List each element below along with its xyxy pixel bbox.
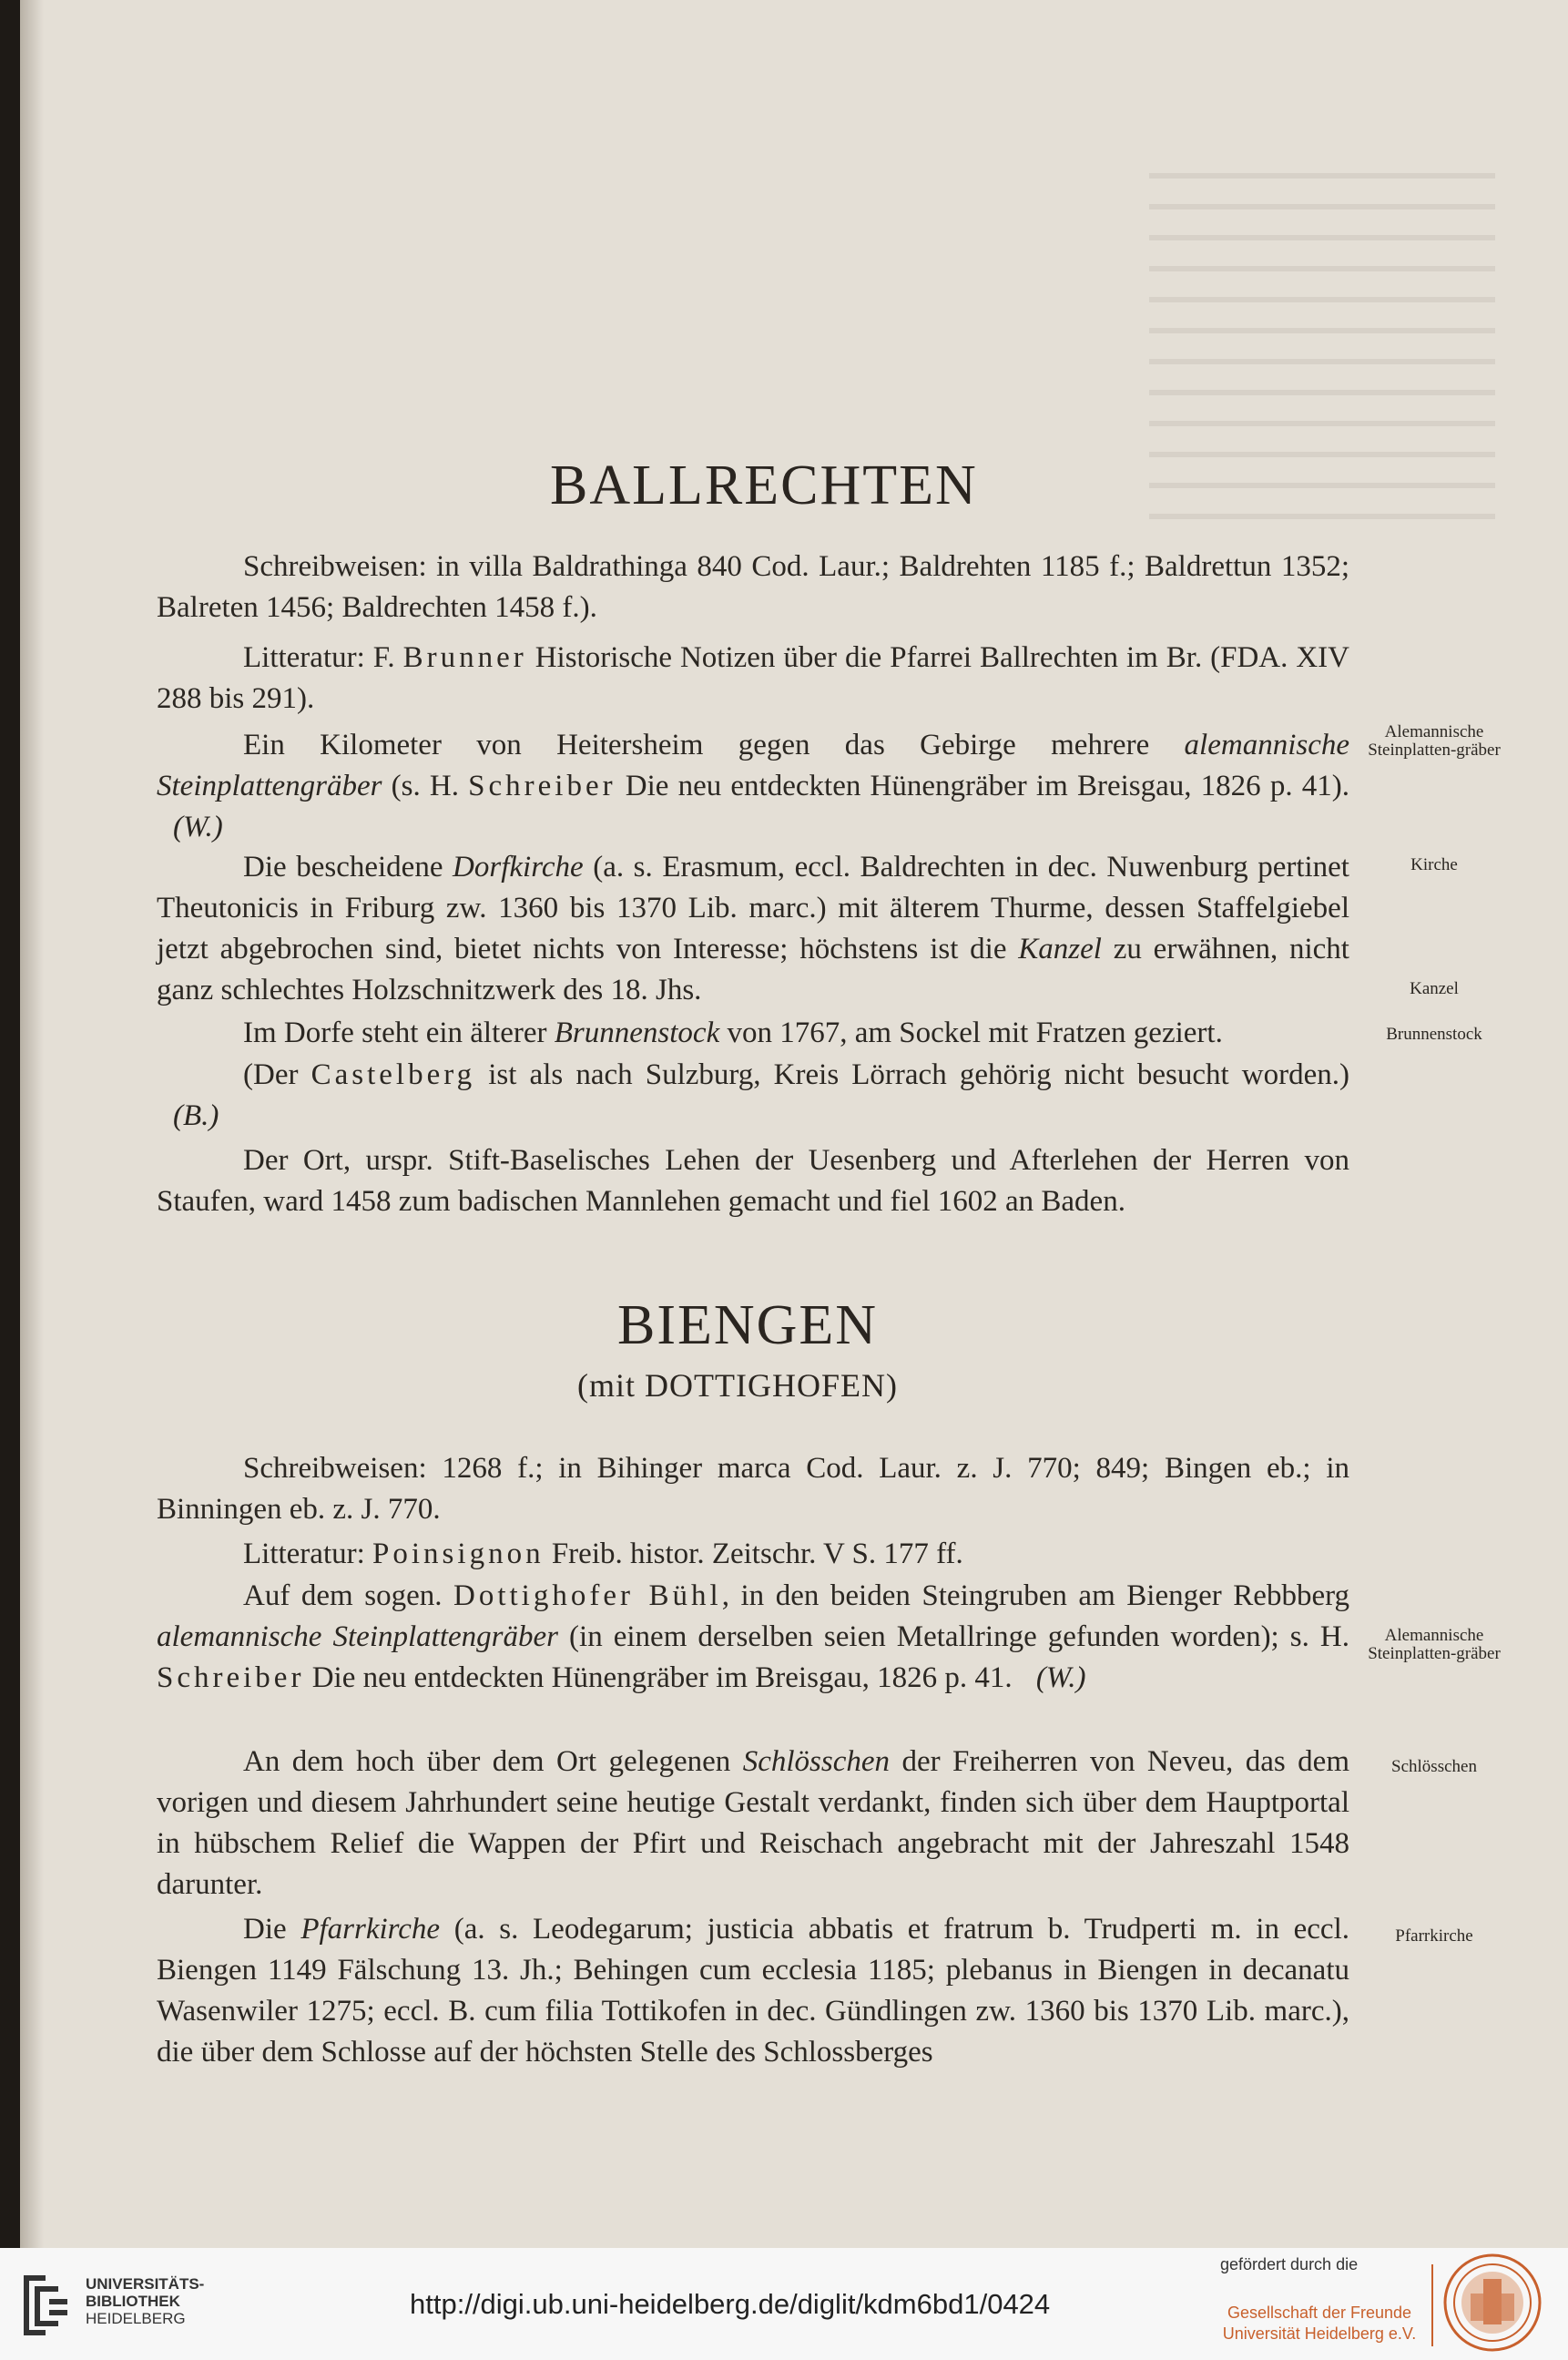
emphasis-text: Pfarrkirche [300, 1913, 441, 1946]
text-run: (s. H. [382, 770, 469, 802]
text-run: Ein Kilometer von Heitersheim gegen das Gebirge mehrere [243, 729, 1185, 761]
text-run: von 1767, am Sockel mit Fratzen geziert. [719, 1017, 1223, 1049]
margin-note: Alemannische Steinplatten-gräber [1368, 1626, 1501, 1663]
permalink-url[interactable]: http://digi.ub.uni-heidelberg.de/diglit/kdm6bd1/0424 [410, 2288, 1051, 2320]
text-run: An dem hoch über dem Ort gelegenen [243, 1745, 743, 1778]
text-run: zu erwähnen, nicht ganz schlechtes Holzschnitzwerk des 18. Jhs. [157, 933, 1349, 1006]
sponsor-line: Gesellschaft der Freunde [1227, 2304, 1412, 2322]
paragraph [157, 847, 1349, 1011]
sponsor-line: Universität Heidelberg e.V. [1222, 2324, 1417, 2343]
emphasis-text: Schlösschen [742, 1745, 890, 1778]
university-seal-icon [1443, 2253, 1542, 2352]
text-run: Die [243, 1913, 301, 1946]
sponsor-name[interactable] [1215, 2303, 1424, 2345]
text-run: der Freiherren von Neveu, das dem vorigen und diesem Jahrhundert seine heutige Gestalt verdankt, finden sich über dem Hauptportal in hübschem Relief die Wappen der Pfirt und Reischach angebracht mit der Jahreszahl 1548 darunter. [157, 1745, 1349, 1901]
ub-heidelberg-logo-icon [18, 2266, 75, 2343]
library-line: BIBLIOTHEK [86, 2293, 180, 2310]
margin-note: Schlösschen [1391, 1757, 1477, 1776]
paragraph [157, 1909, 1349, 2073]
author-initial: (W.) [173, 811, 223, 843]
person-name: Schreiber [468, 770, 616, 802]
paragraph [157, 1140, 1349, 1222]
text-run: Die bescheidene [243, 851, 453, 884]
emphasis-text: Dorfkirche [453, 851, 584, 884]
text-run: Die neu entdeckten Hünengräber im Breisgau, 1826 p. 41). [616, 770, 1349, 802]
text-run: Schreibweisen: in villa Baldrathinga 840 Cod. Laur.; Baldrehten 1185 f.; Baldrettun 1352; Balreten 1456; Baldrechten 1458 f.). [157, 550, 1349, 624]
text-run: Schreibweisen: 1268 f.; in Bihinger marca Cod. Laur. z. J. 770; 849; Bingen eb.; in Binningen eb. z. J. 770. [157, 1452, 1349, 1526]
text-run: Litteratur: [243, 1538, 373, 1570]
text-run: Historische Notizen über die Pfarrei Ballrechten im Br. (FDA. XIV 288 bis 291). [157, 641, 1349, 715]
text-run: Im Dorfe steht ein älterer [243, 1017, 555, 1049]
library-line: HEIDELBERG [86, 2310, 186, 2327]
paragraph [157, 1055, 1349, 1137]
text-run: (Der [243, 1058, 311, 1091]
author-initial: (W.) [1035, 1661, 1086, 1694]
text-run: (a. s. Leodegarum; justicia abbatis et fratrum b. Trudperti m. in eccl. Biengen 1149 Fälschung 13. Jh.; Behingen cum ecclesia 1185; plebanus in Biengen in decanatu Wasenwiler 1275; eccl. B. cum filia Tottikofen in dec. Gündlingen zw. 1360 bis 1370 Lib. marc.), die über dem Schlosse auf der höchsten Stelle des Schlossberges [157, 1913, 1349, 2069]
paragraph [157, 725, 1349, 848]
library-name [86, 2275, 204, 2327]
page-spine-shadow [20, 0, 44, 2248]
section-title: BIENGEN [617, 1294, 879, 1356]
person-name: Schreiber [157, 1661, 305, 1694]
section-subtitle: (mit DOTTIGHOFEN) [577, 1367, 898, 1404]
text-run: Freib. histor. Zeitschr. V S. 177 ff. [544, 1538, 963, 1570]
paragraph [157, 1013, 1349, 1054]
scanned-page [20, 0, 1568, 2248]
margin-note: Pfarrkirche [1395, 1926, 1473, 1946]
text-run: Auf dem sogen. [243, 1579, 454, 1612]
emphasis-text: Brunnenstock [554, 1017, 720, 1049]
person-name: Brunner [402, 641, 527, 674]
paragraph [157, 547, 1349, 628]
text-run: , in den beiden Steingruben am Bienger Rebbberg [721, 1579, 1349, 1612]
text-run: Litteratur: F. [243, 641, 403, 674]
library-line: UNIVERSITÄTS- [86, 2275, 205, 2293]
text-run: Der Ort, urspr. Stift-Baselisches Lehen der Uesenberg und Afterlehen der Herren von Staufen, ward 1458 zum badischen Mannlehen gemacht und fiel 1602 an Baden. [157, 1144, 1349, 1218]
paragraph [157, 1448, 1349, 1530]
paragraph [157, 1534, 1349, 1575]
sponsor-divider [1431, 2264, 1433, 2346]
margin-note: Kirche [1410, 855, 1458, 874]
text-run: (a. s. Erasmum, eccl. Baldrechten in dec. Nuwenburg pertinet Theutonicis in Friburg zw. 1360 bis 1370 Lib. marc.) mit älterem Thurme, dessen Staffelgiebel jetzt abgebrochen sind, bietet nichts von Interesse; höchstens ist die [157, 851, 1349, 965]
text-run: ist als nach Sulzburg, Kreis Lörrach gehörig nicht besucht worden.) [475, 1058, 1349, 1091]
emphasis-text: Kanzel [1018, 933, 1102, 965]
paragraph [157, 1742, 1349, 1905]
text-run: Die neu entdeckten Hünengräber im Breisgau, 1826 p. 41. [304, 1661, 1020, 1694]
person-name: Dottighofer Bühl [453, 1579, 722, 1612]
margin-note: Kanzel [1410, 979, 1459, 998]
person-name: Castelberg [311, 1058, 476, 1091]
viewer-footer [0, 2248, 1568, 2360]
paragraph [157, 1576, 1349, 1699]
paragraph [157, 638, 1349, 720]
margin-note: Alemannische Steinplatten-gräber [1368, 722, 1501, 760]
emphasis-text: alemannische Steinplattengräber [157, 1620, 558, 1653]
section-title: BALLRECHTEN [550, 455, 978, 516]
bleed-through-texture [1149, 173, 1495, 601]
person-name: Poinsignon [372, 1538, 545, 1570]
emphasis-text: alemannische Steinplattengräber [157, 729, 1349, 802]
author-initial: (B.) [173, 1099, 219, 1132]
text-run: (in einem derselben seien Metallringe gefunden worden); s. H. [557, 1620, 1349, 1653]
sponsor-lead: gefördert durch die [1220, 2255, 1359, 2273]
margin-note: Brunnenstock [1386, 1025, 1482, 1044]
